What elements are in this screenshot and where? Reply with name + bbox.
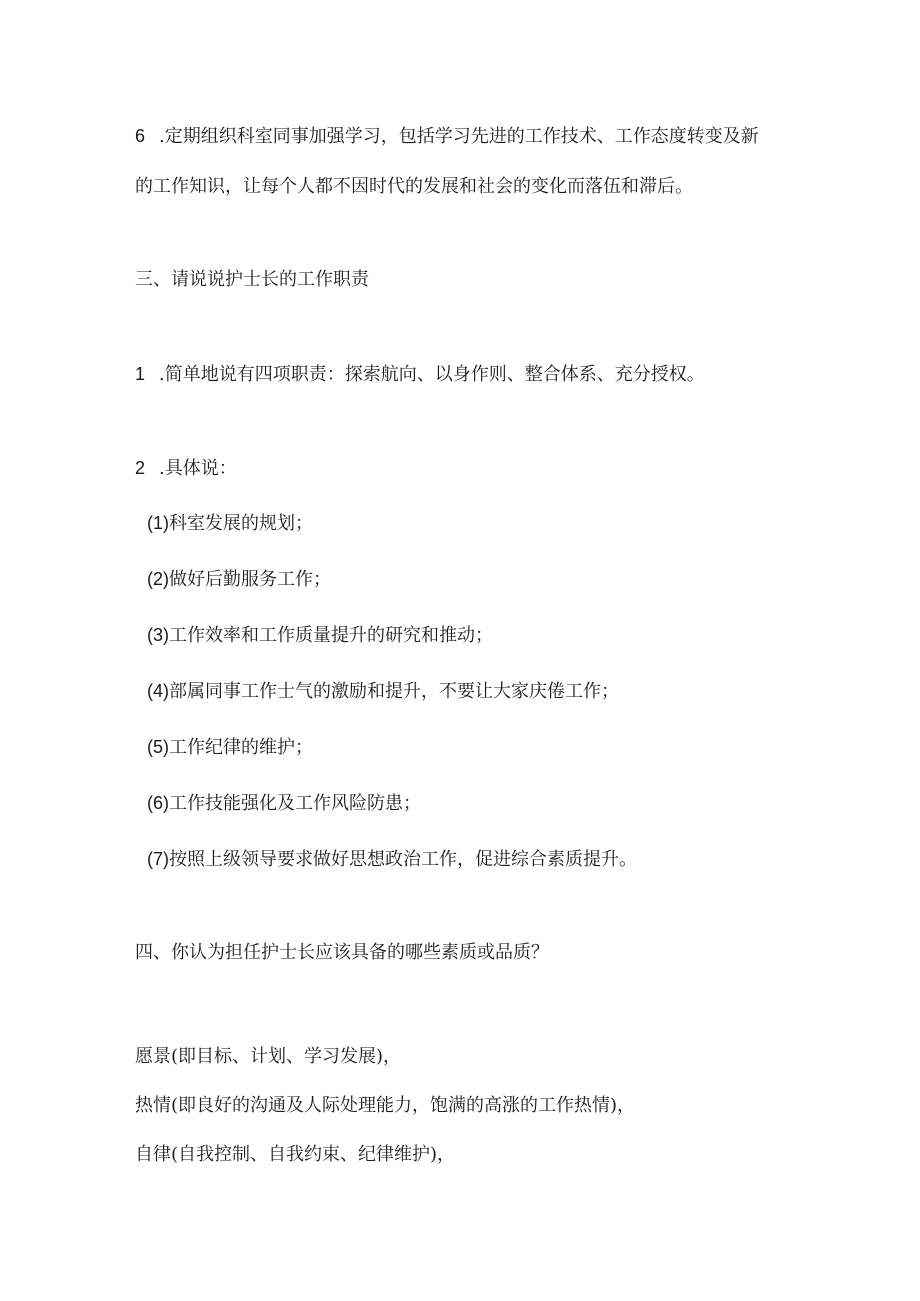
- sub-item-text: 工作纪律的维护；: [169, 737, 313, 758]
- section-4-heading: 四、你认为担任护士长应该具备的哪些素质或品质？: [135, 942, 549, 963]
- sub-item: [147, 679, 619, 704]
- section-3-item-1: [135, 362, 705, 387]
- item-6-line-1: [135, 124, 759, 149]
- quality-item: 自律(自我控制、自我约束、纪律维护)，: [135, 1144, 456, 1165]
- sub-item-text: 部属同事工作士气的激励和提升，不要让大家庆倦工作；: [169, 681, 619, 702]
- item-6-line-2: 的工作知识，让每个人都不因时代的发展和社会的变化而落伍和滞后。: [135, 176, 693, 197]
- sub-item: [147, 567, 331, 592]
- item-1-number: 1: [135, 364, 146, 384]
- sub-item-marker: (3): [147, 625, 169, 645]
- sub-item-text: 工作效率和工作质量提升的研究和推动；: [169, 625, 493, 646]
- sub-item-text: 做好后勤服务工作；: [169, 569, 331, 590]
- quality-item: 愿景(即目标、计划、学习发展)，: [135, 1046, 402, 1067]
- sub-item-marker: (5): [147, 737, 169, 757]
- sub-item-text: 按照上级领导要求做好思想政治工作，促进综合素质提升。: [169, 849, 637, 870]
- section-3-heading: 三、请说说护士长的工作职责: [135, 269, 369, 290]
- item-1-text: .简单地说有四项职责：探索航向、以身作则、整合体系、充分授权。: [159, 364, 705, 385]
- item-6-text-1: .定期组织科室同事加强学习，包括学习先进的工作技术、工作态度转变及新: [159, 126, 759, 147]
- sub-item-marker: (6): [147, 793, 169, 813]
- sub-item: [147, 847, 637, 872]
- sub-item-marker: (2): [147, 569, 169, 589]
- section-3-item-2: [135, 456, 237, 481]
- sub-item-text: 科室发展的规划；: [169, 513, 313, 534]
- sub-item: [147, 735, 313, 760]
- sub-item: [147, 623, 493, 648]
- quality-item: 热情(即良好的沟通及人际处理能力，饱满的高涨的工作热情)，: [135, 1095, 636, 1116]
- sub-item-marker: (7): [147, 849, 169, 869]
- sub-item: [147, 791, 421, 816]
- item-2-number: 2: [135, 458, 146, 478]
- sub-item-marker: (4): [147, 681, 169, 701]
- item-6-number: 6: [135, 126, 146, 146]
- sub-item: [147, 511, 313, 536]
- item-2-text: .具体说：: [159, 458, 237, 479]
- sub-item-text: 工作技能强化及工作风险防患；: [169, 793, 421, 814]
- sub-item-marker: (1): [147, 513, 169, 533]
